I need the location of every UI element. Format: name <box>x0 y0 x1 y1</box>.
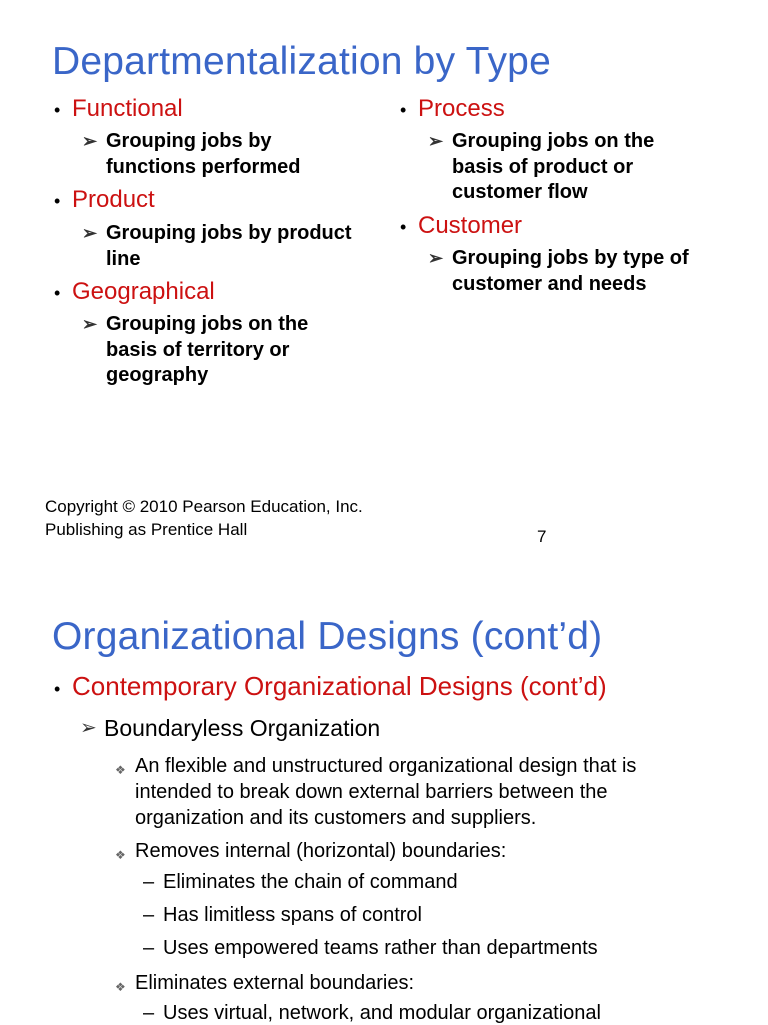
slide2-item-3 <box>115 970 675 1000</box>
category-label: Functional <box>72 95 183 122</box>
slide2-item-2-sub-1 <box>143 871 458 894</box>
bullet-dot: • <box>54 283 61 303</box>
sub-customer <box>428 246 728 297</box>
description: Grouping jobs by functions performed <box>106 130 301 178</box>
arrow-icon: ➢ <box>82 223 98 243</box>
arrow-icon: ➢ <box>82 314 98 334</box>
description: Grouping jobs by type of customer and needs <box>452 247 689 295</box>
dash-glyph: – <box>143 1002 155 1024</box>
item-text: An flexible and unstructured organizational design that is intended to break down external barriers between the organization and its customers and suppliers. <box>135 755 637 829</box>
arrow-icon: ➢ <box>80 717 97 739</box>
bullet-product <box>54 186 155 214</box>
subheading-label: Boundaryless Organization <box>104 715 381 741</box>
description: Grouping jobs on the basis of product or customer flow <box>452 130 655 203</box>
slide2-item-1 <box>115 753 675 831</box>
arrow-icon: ➢ <box>428 131 444 151</box>
slide2-item-2-sub-3 <box>143 937 598 960</box>
item-text: Eliminates external boundaries: <box>135 972 415 994</box>
sub-text: Uses virtual, network, and modular organizational <box>163 1002 601 1024</box>
description: Grouping jobs on the basis of territory or geography <box>106 313 309 386</box>
copyright-line-2: Publishing as Prentice Hall <box>45 520 248 539</box>
category-label: Geographical <box>72 278 215 305</box>
slide1-title: Departmentalization by Type <box>52 40 551 83</box>
bullet-geographical <box>54 278 215 306</box>
diamond-icon: ❖ <box>115 763 126 777</box>
category-label: Process <box>418 95 505 122</box>
bullet-dot: • <box>54 100 61 120</box>
dash-glyph: – <box>143 871 155 893</box>
item-text: Removes internal (horizontal) boundaries: <box>135 840 507 862</box>
slide2-item-3-sub-1 <box>143 1002 601 1025</box>
slide2-item-2 <box>115 838 675 868</box>
slide2-subheading <box>80 715 380 742</box>
sub-text: Has limitless spans of control <box>163 904 422 926</box>
diamond-icon: ❖ <box>115 848 126 862</box>
dash-glyph: – <box>143 937 155 959</box>
arrow-icon: ➢ <box>428 248 444 268</box>
slide2-item-2-sub-2 <box>143 904 422 927</box>
sub-geographical <box>82 312 342 389</box>
sub-functional <box>82 129 352 180</box>
copyright-line-1: Copyright © 2010 Pearson Education, Inc. <box>45 497 363 516</box>
dash-glyph: – <box>143 904 155 926</box>
bullet-dot: • <box>400 100 407 120</box>
slide2-title: Organizational Designs (cont’d) <box>52 615 603 658</box>
bullet-customer <box>400 212 522 240</box>
category-label: Customer <box>418 212 523 239</box>
bullet-dot: • <box>54 679 61 699</box>
sub-text: Eliminates the chain of command <box>163 871 458 893</box>
sub-text: Uses empowered teams rather than departments <box>163 937 598 959</box>
diamond-icon: ❖ <box>115 980 126 994</box>
category-label: Product <box>72 186 155 213</box>
bullet-dot: • <box>54 191 61 211</box>
heading-label: Contemporary Organizational Designs (cont’d) <box>72 671 607 701</box>
bullet-dot: • <box>400 217 407 237</box>
sub-product <box>82 221 382 272</box>
slide2-heading <box>54 671 607 702</box>
page-number: 7 <box>537 527 547 546</box>
description: Grouping jobs by product line <box>106 222 352 270</box>
bullet-functional <box>54 95 183 123</box>
arrow-icon: ➢ <box>82 131 98 151</box>
bullet-process <box>400 95 505 123</box>
sub-process <box>428 129 690 206</box>
